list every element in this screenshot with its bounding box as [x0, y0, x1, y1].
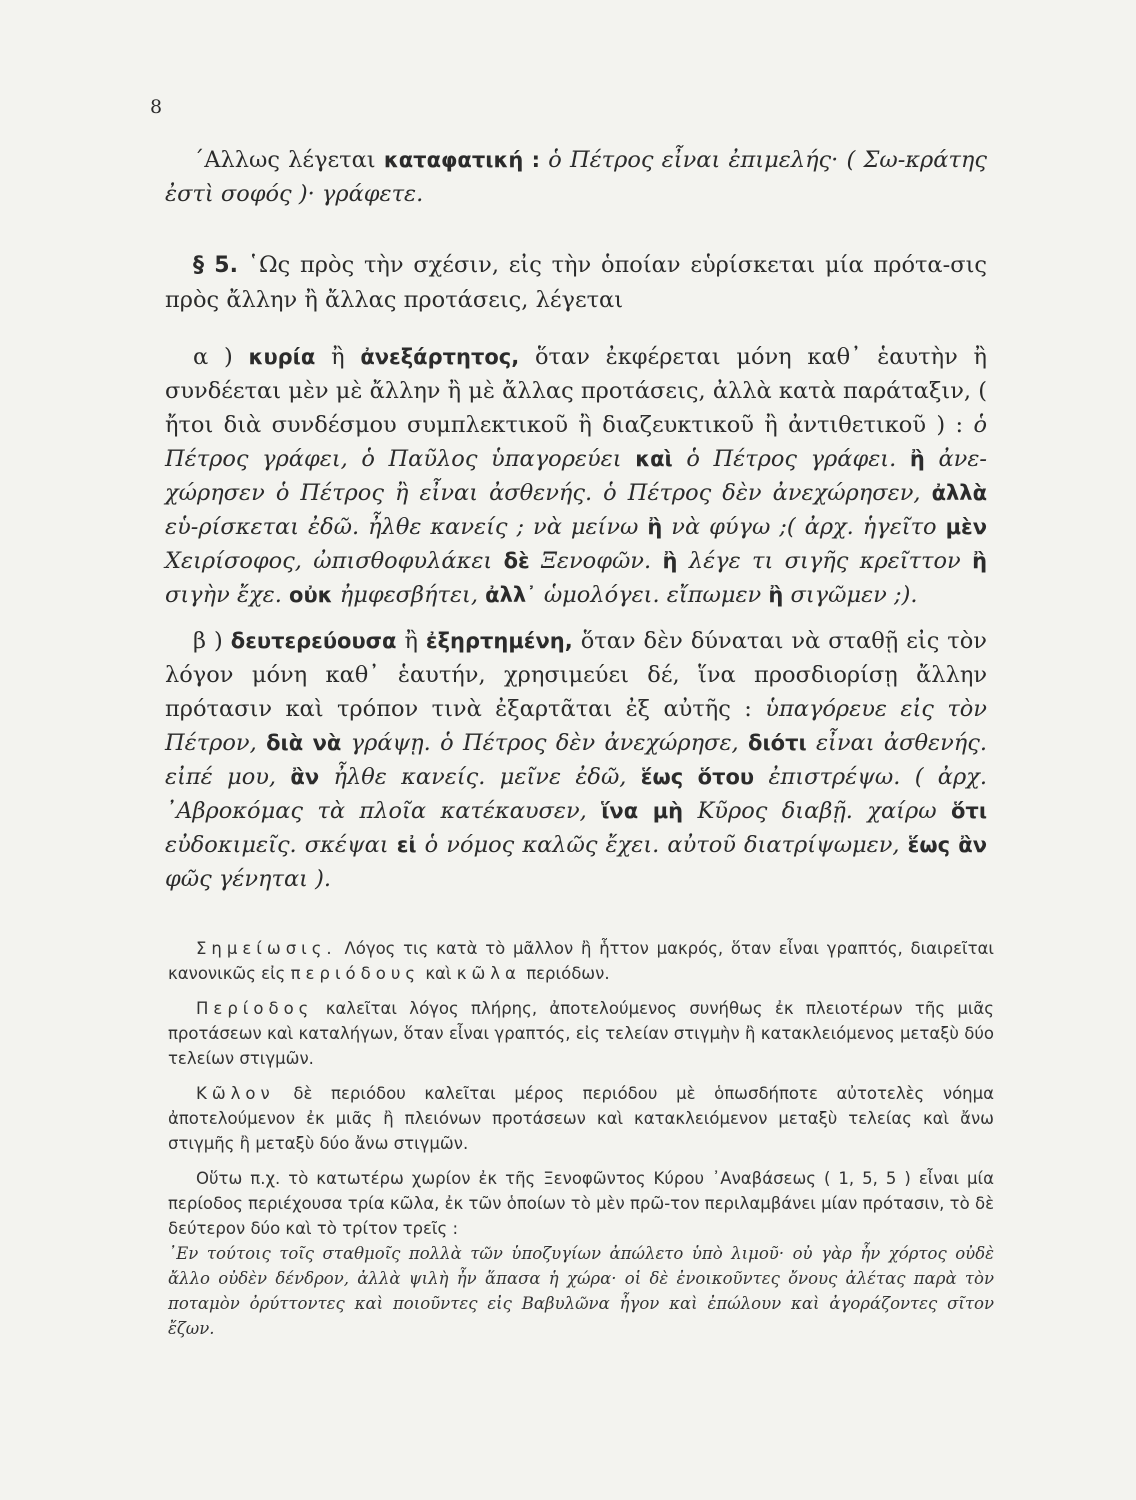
- paragraph-beta: [165, 624, 987, 896]
- term: κυρία: [248, 345, 316, 369]
- example-text: Χειρίσοφος, ὠπισθοφυλάκει: [165, 548, 493, 574]
- conjunction: ἂν: [290, 765, 320, 789]
- example-text: φῶς γένηται ).: [165, 866, 332, 892]
- item-label: α ): [193, 344, 233, 370]
- note-text: καλεῖται λόγος πλήρης, ἀποτελούμενος συνήθως ἐκ πλειοτέρων τῆς μιᾶς προτάσεων καὶ καταλήγων, ὅταν εἶναι γραπτός, εἰς τελείαν στιγμὴν ἢ κατακλειόμενος μεταξὺ δύο τελείων στιγμῶν.: [168, 999, 994, 1068]
- example-text: ἠμφεσβήτει,: [339, 582, 478, 608]
- conjunction: καὶ: [635, 447, 673, 471]
- item-label: β ): [193, 628, 223, 654]
- note-text: Λόγος τις κατὰ τὸ μᾶλλον ἢ ἧττον μακρός, ὅταν εἶναι γραπτός, διαιρεῖται κανονικῶς εἰς: [168, 939, 995, 983]
- term: δευτερεύουσα: [230, 629, 397, 653]
- note-text: Οὕτω π.χ. τὸ κατωτέρω χωρίον ἐκ τῆς Ξενοφῶντος Κύρου ᾽Αναβάσεως ( 1, 5, 5 ) εἶναι μία περίοδος περιέχουσα τρία κῶλα, ἐκ τῶν ὁποίων τὸ μὲν πρῶ-τον περιλαμβάνει μίαν πρότασιν, τὸ δὲ δεύτερον δύο καὶ τὸ τρίτον τρεῖς :: [168, 1169, 994, 1238]
- example-text: λέγε τι σιγῆς κρεῖττον: [688, 548, 961, 574]
- section-mark: § 5.: [193, 253, 238, 278]
- section-5: [165, 248, 987, 317]
- note-title: Κῶλον: [196, 1084, 275, 1103]
- note-paragraph: [168, 1081, 994, 1156]
- conjunction: ἵνα μὴ: [601, 799, 684, 823]
- conjunction: ἀλλὰ: [931, 481, 987, 505]
- example-text: σιγῶμεν ;).: [790, 582, 918, 608]
- note-paragraph: [168, 996, 994, 1071]
- page-number: 8: [150, 96, 163, 118]
- example-text: Ξενοφῶν.: [541, 548, 652, 574]
- term-kataphatiki: καταφατική :: [383, 148, 541, 172]
- note-paragraph: [168, 1166, 994, 1241]
- notes-section: [168, 936, 994, 1341]
- text: ἢ: [404, 628, 418, 654]
- example-text: ἦλθε κανείς. μεῖνε ἐδῶ,: [333, 764, 627, 790]
- note-title: Σημείωσις.: [196, 939, 337, 958]
- example-text: ἐπιστρέψω. ( ἀρχ. ᾽Αβροκόμας τὰ πλοῖα κατέκαυσεν,: [165, 764, 988, 824]
- conjunction: ἢ: [768, 583, 784, 607]
- example-text: ὁ νόμος καλῶς ἔχει. αὐτοῦ διατρίψωμεν,: [424, 832, 900, 858]
- conjunction: ἕως ὅτου: [640, 765, 755, 789]
- conjunction: ἢ: [662, 549, 678, 573]
- term: ἐξηρτημένη,: [425, 629, 573, 653]
- conjunction: εἰ: [396, 833, 417, 857]
- conjunction: μὲν: [945, 515, 988, 539]
- note-text: δὲ περιόδου καλεῖται μέρος περιόδου μὲ ὁπωσδήποτε αὐτοτελὲς νόημα ἀποτελούμενον ἐκ μιᾶς ἢ πλειόνων προτάσεων καὶ κατακλειόμενον μεταξὺ τελείας καὶ ἄνω στιγμῆς ἢ μεταξὺ δύο ἄνω στιγμῶν.: [168, 1084, 994, 1153]
- conjunction: διότι: [748, 731, 807, 755]
- text: ΄Αλλως λέγεται: [193, 147, 376, 173]
- text: ἢ: [331, 344, 345, 370]
- example-text: ὁ Πέτρος γράφει.: [686, 446, 897, 472]
- conjunction: ἕως ἂν: [907, 833, 988, 857]
- example-text: ὡμολόγει. εἴπωμεν: [543, 582, 762, 608]
- conjunction: διὰ νὰ: [266, 731, 342, 755]
- example-text: νὰ φύγω ;( ἀρχ. ἡγεῖτο: [671, 514, 937, 540]
- text: ὅταν δὲν δύναται νὰ σταθῇ εἰς τὸν λόγον μόνη καθ᾽ ἑαυτήν, χρησιμεύει δέ, ἵνα προσδιορίσῃ ἄλλην πρότασιν καὶ τρόπον τινὰ ἐξαρτᾶται ἐξ αὐτῆς :: [165, 628, 987, 722]
- note-title: Περίοδος: [196, 999, 314, 1018]
- example-text: ὁ Πέτρος γράφει, ὁ Παῦλος ὑπαγορεύει: [165, 412, 987, 472]
- conjunction: ἀλλ᾽: [485, 583, 537, 607]
- example-text: ὑπαγόρευε εἰς τὸν Πέτρον,: [165, 696, 987, 756]
- example-text: ἀνε-χώρησεν ὁ Πέτρος ἢ εἶναι ἀσθενής. ὁ Πέτρος δὲν ἀνεχώρησεν,: [165, 446, 988, 506]
- section-text: ῾Ως πρὸς τὴν σχέσιν, εἰς τὴν ὁποίαν εὑρίσκεται μία πρότα-σις πρὸς ἄλλην ἢ ἄλλας προτάσεις, λέγεται: [165, 252, 988, 313]
- example-text: γράψῃ. ὁ Πέτρος δὲν ἀνεχώρησε,: [350, 730, 739, 756]
- note-text: περιόδων.: [526, 964, 610, 983]
- conjunction: ἢ: [647, 515, 663, 539]
- text: ὅταν ἐκφέρεται μόνη καθ᾽ ἑαυτὴν ἢ συνδέεται μὲν μὲ ἄλλην ἢ μὲ ἄλλας προτάσεις, ἀλλὰ κατὰ παράταξιν, ( ἤτοι διὰ συνδέσμου συμπλεκτικοῦ ἢ διαζευκτικοῦ ἢ ἀντιθετικοῦ ) :: [165, 344, 988, 438]
- note-paragraph: [168, 936, 994, 986]
- example-text: εἶναι ἀσθενής. εἰπέ μου,: [165, 730, 987, 790]
- example-text: σιγὴν ἔχε.: [165, 582, 282, 608]
- paragraph-affirmative: [165, 143, 987, 211]
- example-text: Κῦρος διαβῇ. χαίρω: [697, 798, 937, 824]
- conjunction: ὅτι: [951, 799, 988, 823]
- conjunction: ἢ: [972, 549, 988, 573]
- paragraph-alpha: [165, 340, 987, 612]
- example-text: εὑ-ρίσκεται ἐδῶ. ἦλθε κανείς ; νὰ μείνω: [165, 514, 639, 540]
- note-term: περιόδους: [290, 964, 421, 983]
- conjunction: δὲ: [503, 549, 530, 573]
- quote-paragraph: [168, 1241, 994, 1341]
- xenophon-quote: ᾽Εν τούτοις τοῖς σταθμοῖς πολλὰ τῶν ὑποζυγίων ἀπώλετο ὑπὸ λιμοῦ· οὐ γὰρ ἦν χόρτος οὐδὲ ἄλλο οὐδὲν δένδρον, ἀλλὰ ψιλὴ ἦν ἅπασα ἡ χώρα· οἱ δὲ ἐνοικοῦντες ὄνους ἀλέτας παρὰ τὸν ποταμὸν ὀρύττοντες καὶ ποιοῦντες εἰς Βαβυλῶνα ἦγον καὶ ἐπώλουν καὶ ἀγοράζοντες σῖτον ἔζων.: [168, 1244, 994, 1338]
- conjunction: οὐκ: [289, 583, 333, 607]
- note-text: καὶ: [425, 964, 452, 983]
- example-text: εὐδοκιμεῖς. σκέψαι: [165, 832, 389, 858]
- conjunction: ἢ: [909, 447, 925, 471]
- term: ἀνεξάρτητος,: [360, 345, 520, 369]
- note-term: κῶλα: [456, 964, 521, 983]
- example-text: ὁ Πέτρος εἶναι ἐπιμελής· ( Σω-κράτης ἐστὶ σοφός )· γράφετε.: [165, 147, 988, 207]
